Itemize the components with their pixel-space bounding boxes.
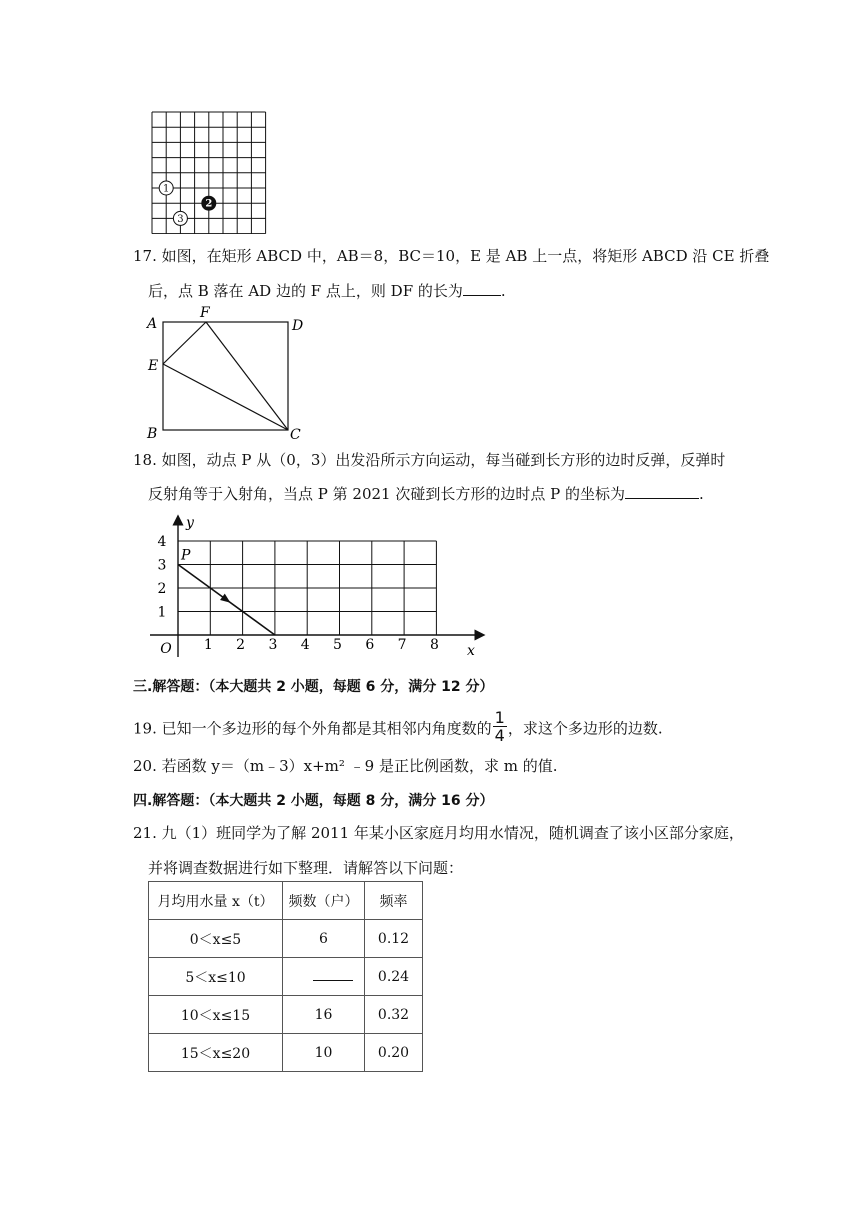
q21-text-1: 九（1）班同学为了解 2011 年某小区家庭月均用水情况，随机调查了该小区部分家庭，: [161, 824, 744, 842]
coordinate-labels: [158, 515, 475, 659]
go-stone-label: 1: [163, 183, 170, 195]
table-cell-blank: [283, 958, 365, 996]
q17-text-2-end: .: [500, 282, 506, 300]
coordinate-grid-lines: [178, 541, 436, 635]
table-cell: 0.20: [365, 1034, 423, 1072]
label-c: C: [290, 427, 301, 443]
x-tick-label: 1: [203, 637, 213, 653]
q19-line: [133, 708, 663, 747]
table-cell: 10: [283, 1034, 365, 1072]
motion-path: [178, 565, 275, 636]
q21-line2: [148, 858, 463, 878]
direction-arrow: [220, 594, 230, 603]
label-e: E: [148, 358, 159, 374]
q19-text-after: ，求这个多边形的边数.: [507, 719, 663, 738]
table-cell: 6: [283, 920, 365, 958]
x-tick-label: 2: [236, 637, 246, 653]
table-row: [149, 958, 423, 996]
segment-ef: [163, 322, 206, 364]
rectangle-abcd: [163, 322, 288, 430]
label-f: F: [200, 305, 210, 321]
x-tick-label: 5: [333, 637, 342, 653]
q18-number: 18.: [133, 451, 157, 469]
x-tick-label: 7: [397, 637, 407, 653]
point-p-label: P: [181, 547, 191, 564]
rectangle-fold-figure: [140, 304, 320, 444]
label-b: B: [147, 426, 158, 442]
segment-fc: [206, 322, 288, 430]
q21-text-2: 并将调查数据进行如下整理．请解答以下问题：: [148, 859, 464, 877]
table-cell: 0＜x≤5: [149, 920, 283, 958]
q18-line1: [133, 450, 725, 470]
table-cell: 15＜x≤20: [149, 1034, 283, 1072]
frequency-table: [148, 881, 423, 1072]
q19-text-before: 已知一个多边形的每个外角都是其相邻内角度数的: [161, 719, 492, 738]
q21-line1: [133, 823, 744, 843]
table-row: [149, 1034, 423, 1072]
y-tick-label: 3: [157, 557, 167, 574]
q17-text-1: 如图，在矩形 ABCD 中，AB＝8，BC＝10，E 是 AB 上一点，将矩形 ABCD 沿 CE 折叠: [161, 247, 770, 265]
q18-answer-blank: [625, 484, 699, 499]
q19-fraction-numerator: 1: [494, 708, 505, 727]
y-tick-label: 2: [157, 581, 167, 597]
y-tick-label: 4: [157, 534, 167, 550]
q21-number: 21.: [133, 824, 157, 842]
table-cell: 5＜x≤10: [149, 958, 283, 996]
table-cell: 16: [283, 996, 365, 1034]
segment-ec: [163, 364, 288, 430]
q17-number: 17.: [133, 247, 157, 265]
table-header: 月均用水量 x（t）: [149, 882, 283, 920]
x-tick-label: 8: [429, 637, 439, 653]
x-tick-label: 4: [300, 637, 310, 653]
q20-text: 若函数 y＝（m﹣3）x+m² ﹣9 是正比例函数，求 m 的值.: [161, 757, 558, 775]
q19-fraction: [493, 709, 507, 744]
table-cell: 0.32: [365, 996, 423, 1034]
q18-text-2: 反射角等于入射角，当点 P 第 2021 次碰到长方形的边时点 P 的坐标为: [148, 485, 625, 503]
q19-fraction-denominator: 4: [494, 726, 505, 745]
q18-text-2-end: .: [698, 485, 704, 503]
label-a: A: [147, 316, 158, 332]
table-cell: 10＜x≤15: [149, 996, 283, 1034]
q17-line1: [133, 246, 769, 266]
table-row: [149, 920, 423, 958]
table-answer-blank: [313, 968, 353, 981]
y-tick-label: 1: [157, 604, 167, 621]
origin-label: O: [160, 641, 172, 657]
q17-line2: [148, 281, 506, 301]
q18-text-1: 如图，动点 P 从（0，3）出发沿所示方向运动，每当碰到长方形的边时反弹，反弹时: [161, 451, 726, 469]
q18-line2: [148, 484, 704, 504]
x-axis-label: x: [467, 643, 475, 659]
q20-number: 20.: [133, 757, 157, 775]
x-tick-label: 3: [268, 637, 278, 653]
table-header-row: [149, 882, 423, 920]
y-axis-label: y: [186, 515, 194, 531]
go-board-figure: [150, 110, 268, 234]
table-cell: 0.12: [365, 920, 423, 958]
table-header: 频率: [365, 882, 423, 920]
go-stone-label: 2: [205, 198, 213, 210]
table-header: 频数（户）: [283, 882, 365, 920]
q19-number: 19.: [133, 719, 157, 738]
label-d: D: [292, 318, 304, 334]
table-row: [149, 996, 423, 1034]
q17-answer-blank: [463, 281, 501, 296]
q20-line: [133, 756, 558, 776]
go-board-grid: [152, 112, 266, 234]
coordinate-grid-figure: [150, 512, 490, 660]
go-stone-label: 3: [177, 213, 184, 225]
table-cell: 0.24: [365, 958, 423, 996]
x-tick-label: 6: [365, 637, 375, 653]
q17-text-2: 后，点 B 落在 AD 边的 F 点上，则 DF 的长为: [148, 282, 463, 300]
section-4-heading: 四.解答题：（本大题共 2 小题，每题 8 分，满分 16 分）: [133, 793, 494, 809]
section-3-heading: 三.解答题：（本大题共 2 小题，每题 6 分，满分 12 分）: [133, 679, 494, 695]
